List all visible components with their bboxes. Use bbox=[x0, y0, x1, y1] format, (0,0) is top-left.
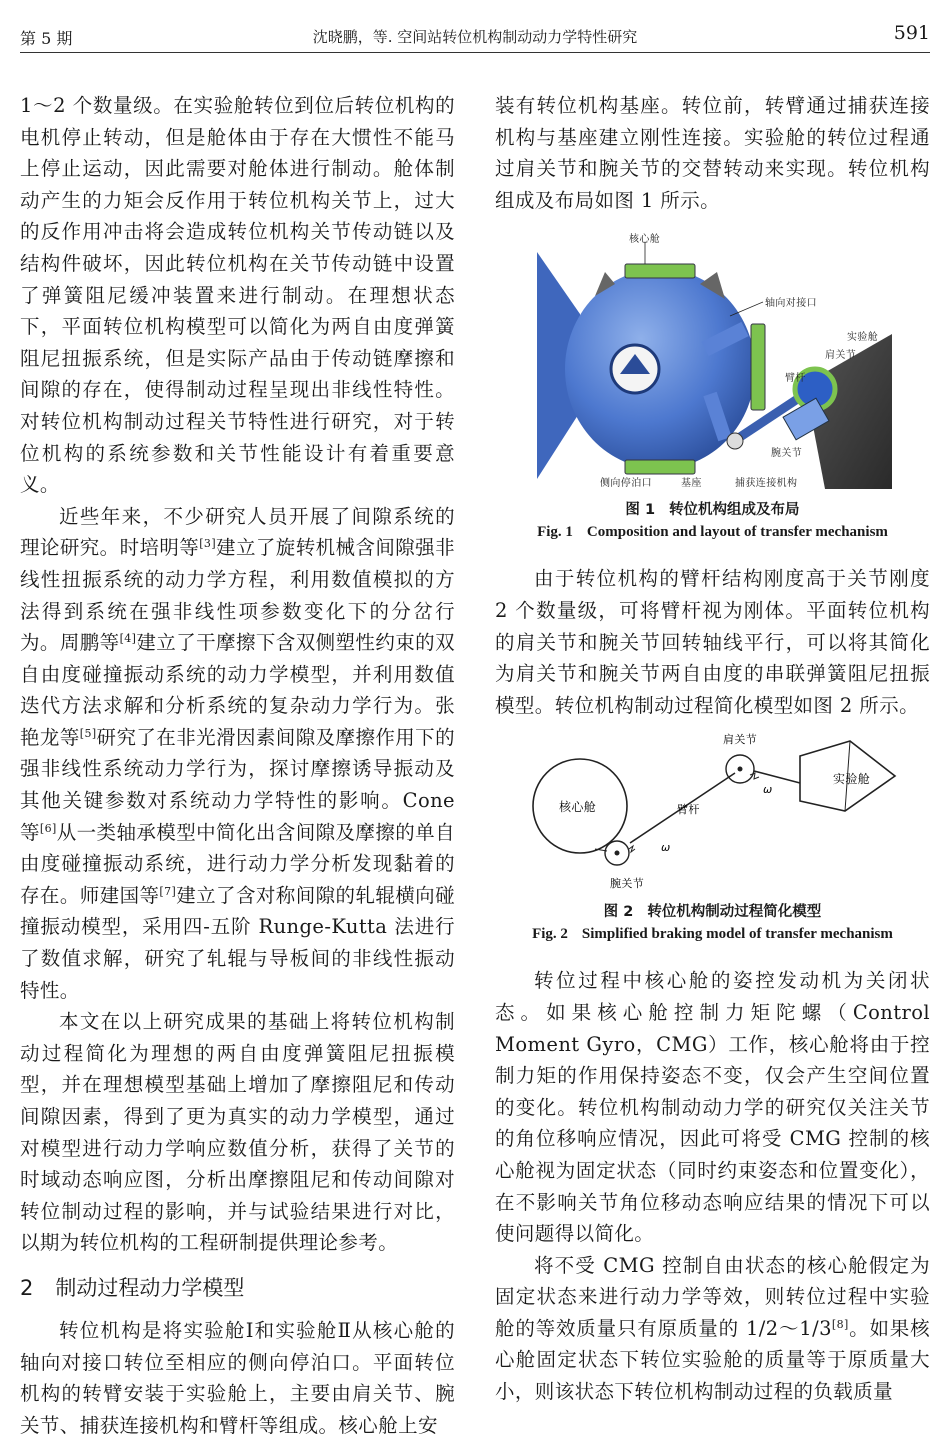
figure-number: Fig. 1 bbox=[537, 524, 573, 541]
label-omega-shoulder: ω bbox=[763, 783, 773, 797]
section-title: 制动过程动力学模型 bbox=[55, 1275, 245, 1300]
page-number: 591 bbox=[893, 22, 930, 44]
figure-1-caption bbox=[495, 499, 930, 543]
paragraph: 由于转位机构的臂杆结构刚度高于关节刚度 2 个数量级，可将臂杆视为刚体。平面转位机构的肩关节和腕关节回转轴线平行，可以将其简化为肩关节和腕关节两自由度的串联弹簧阻尼扭振模型。转位机构制动过程简化模型如图 2 所示。 bbox=[495, 567, 930, 717]
paragraph: 本文在以上研究成果的基础上将转位机构制动过程简化为理想的两自由度弹簧阻尼扭振模型，并在理想模型基础上增加了摩擦阻尼和传动间隙因素，得到了更为真实的动力学模型，通过对模型进行动力学响应数值分析，获得了关节的时域动态响应图，分析出摩擦阻尼和传动间隙对转位制动过程的影响，并与试验结果进行对比，以期为转位机构的工程研制提供理论参考。 bbox=[20, 1010, 455, 1255]
label-shoulder: 肩关节 bbox=[723, 733, 758, 747]
label-wrist-joint: 腕关节 bbox=[771, 448, 803, 460]
caption-text: 转位机构组成及布局 bbox=[669, 502, 800, 519]
issue-label: 第 5 期 bbox=[20, 29, 73, 48]
figure-2-diagram bbox=[495, 731, 930, 901]
label-wrist: 腕关节 bbox=[610, 877, 645, 891]
label-axial-port: 轴向对接口 bbox=[765, 298, 817, 310]
shoulder-to-lab-link bbox=[754, 771, 800, 783]
figure-2-caption bbox=[495, 901, 930, 945]
label-arm: 臂杆 bbox=[785, 373, 806, 385]
citation: [4] bbox=[119, 632, 137, 646]
figure-2-caption-en bbox=[495, 923, 930, 945]
caption-text: Simplified braking model of transfer mechanism bbox=[581, 926, 893, 943]
label-base: 基座 bbox=[681, 478, 702, 490]
figure-number: Fig. 2 bbox=[532, 926, 568, 943]
citation: [6] bbox=[39, 821, 57, 835]
caption-text: 转位机构制动过程简化模型 bbox=[647, 904, 822, 921]
label-omega-wrist: ω bbox=[661, 841, 671, 855]
right-column bbox=[495, 90, 930, 1408]
figure-1-caption-zh bbox=[495, 499, 930, 521]
text-run: 近些年来，不少研究人员开展了间隙系统的理论研究。时培明等 bbox=[20, 504, 455, 560]
label-shoulder-joint: 肩关节 bbox=[825, 350, 857, 362]
label-lab: 实验舱 bbox=[833, 772, 871, 787]
text-run: 将不受 CMG 控制自由状态的核心舱假定为固定状态来进行动力学等效，则转位过程中实验舱的等效质量只有原质量的 1/2～1/3 bbox=[495, 1253, 930, 1340]
figure-number: 图 2 bbox=[603, 904, 634, 921]
figure-1-caption-en bbox=[495, 521, 930, 543]
figure-number: 图 1 bbox=[625, 502, 656, 519]
text-run: 建立了旋转机械含间隙强非线性扭振系统的动力学方程，利用数值模拟的方法得到系统在强非线性项参数变化下的分岔行为。周鹏等 bbox=[20, 536, 455, 655]
paragraph: 装有转位机构基座。转位前，转臂通过捕获连接机构与基座建立刚性连接。实验舱的转位过程通过肩关节和腕关节的交替转动来实现。转位机构组成及布局如图 1 所示。 bbox=[495, 94, 930, 212]
text-run: 建立了干摩擦下含双侧塑性约束的双自由度碰撞振动系统的动力学模型，并利用数值迭代方法求解和分析系统的复杂动力学行为。张艳龙等 bbox=[20, 631, 455, 749]
paragraph: 转位过程中核心舱的姿控发动机为关闭状态。如果核心舱控制力矩陀螺（Control Moment Gyro，CMG）工作，核心舱将由于控制力矩的作用保持姿态不变，仅会产生空间位置的变化。转位机构制动动力学的研究仅关注关节的角位移响应情况，因此可将受 CMG 控制的核心舱视为固定状态（同时约束姿态和位置变化），在不影响关节角位移动态响应结果的情况下可以使问题得以简化。 bbox=[495, 969, 930, 1246]
text-run: 。如果核心舱固定状态下转位实验舱的质量等于原质量大小，则该状态下转位机构制动过程的负载质量 bbox=[495, 1316, 930, 1404]
running-title: 沈晓鹏，等. 空间站转位机构制动动力学特性研究 bbox=[312, 28, 638, 46]
figure-1-illustration bbox=[495, 224, 930, 499]
citation: [5] bbox=[79, 726, 97, 740]
wrist-joint-shape bbox=[727, 433, 743, 449]
paragraph-related-work bbox=[20, 501, 455, 1007]
axial-docking-port bbox=[751, 324, 765, 410]
wrist-pivot bbox=[615, 851, 620, 856]
shoulder-pivot bbox=[738, 767, 743, 772]
text-run: 研究了在非光滑因素间隙及摩擦作用下的强非线性系统动力学行为，探讨摩擦诱导振动及其他关键参数对系统动力学特性的影响。Cone 等 bbox=[20, 725, 456, 844]
citation: [7] bbox=[159, 884, 177, 898]
top-port-ring bbox=[625, 264, 695, 278]
label-core-module: 核心舱 bbox=[629, 234, 661, 246]
paragraph: 转位机构是将实验舱Ⅰ和实验舱Ⅱ从核心舱的轴向对接口转位至相应的侧向停泊口。平面转位机构的转臂安装于实验舱上，主要由肩关节、腕关节、捕获连接机构和臂杆等组成。核心舱上安 bbox=[20, 1318, 455, 1437]
figure-2-caption-zh bbox=[495, 901, 930, 923]
paragraph bbox=[495, 1250, 930, 1408]
left-column bbox=[20, 90, 455, 1441]
section-number: 2 bbox=[20, 1275, 34, 1300]
caption-text: Composition and layout of transfer mechanism bbox=[586, 524, 888, 541]
text-run: 建立了含对称间隙的轧辊横向碰撞振动模型，采用四-五阶 Runge-Kutta 法进行了数值求解，研究了轧辊与导板间的非线性振动特性。 bbox=[20, 883, 455, 1002]
text-run: 从一类轴承模型中简化出含间隙及摩擦的单自由度碰撞振动系统，进行动力学分析发现黏着的存在。师建国等 bbox=[20, 820, 455, 907]
wrist-spring bbox=[629, 846, 635, 852]
figure-2 bbox=[495, 731, 930, 901]
figure-1 bbox=[495, 224, 930, 499]
running-header bbox=[20, 12, 930, 53]
paragraph: 1～2 个数量级。在实验舱转位到位后转位机构的电机停止转动，但是舱体由于存在大惯性不能马上停止运动，因此需要对舱体进行制动。舱体制动产生的力矩会反作用于转位机构关节上，过大的反作用冲击将会造成转位机构关节传动链以及结构件破坏，因此转位机构在关节传动链中设置了弹簧阻尼缓冲装置来进行制动。在理想状态下，平面转位机构模型可以简化为两自由度弹簧阻尼扭振系统，但是实际产品由于传动链摩擦和间隙的存在，使得制动过程呈现出非线性特性。对转位机构制动过程关节特性进行研究，对于转位机构的系统参数和关节性能设计有着重要意义。 bbox=[20, 94, 455, 497]
label-core: 核心舱 bbox=[559, 800, 597, 815]
label-capture: 捕获连接机构 bbox=[735, 478, 798, 490]
label-arm: 臂杆 bbox=[677, 803, 700, 817]
label-side-port: 侧向停泊口 bbox=[600, 478, 652, 490]
section-heading bbox=[20, 1273, 455, 1303]
label-lab-module: 实验舱 bbox=[847, 332, 879, 344]
citation: [8] bbox=[831, 1317, 849, 1331]
citation: [3] bbox=[199, 537, 217, 551]
side-berthing-port bbox=[625, 460, 695, 474]
